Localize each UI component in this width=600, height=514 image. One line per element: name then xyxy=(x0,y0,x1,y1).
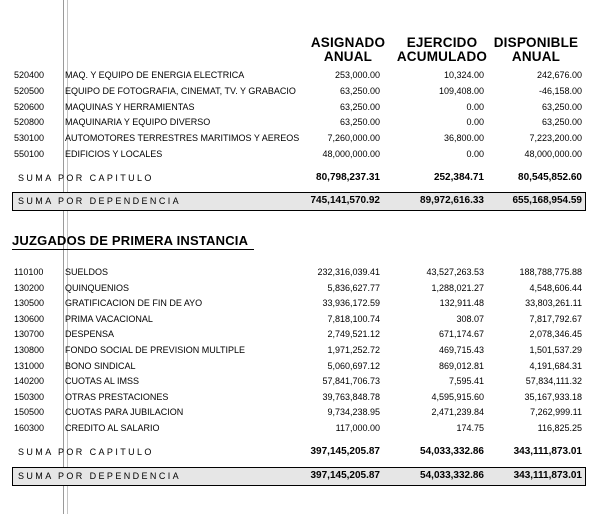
table-row xyxy=(0,147,600,161)
table-row xyxy=(0,390,600,404)
suma-capitulo-label: SUMA POR CAPITULO xyxy=(18,447,154,457)
ejercido-value: 869,012.81 xyxy=(438,360,484,371)
account-code: 130500 xyxy=(14,298,45,309)
disponible-value: 242,676.00 xyxy=(536,70,582,80)
disponible-value: 57,834,111.32 xyxy=(525,376,582,387)
suma-dependencia-asignado: 745,141,570.92 xyxy=(310,195,380,206)
section-title: JUZGADOS DE PRIMERA INSTANCIA xyxy=(12,233,249,248)
disponible-value: 4,548,606.44 xyxy=(529,282,582,293)
disponible-value: 4,191,684.31 xyxy=(529,360,582,371)
account-code: 110100 xyxy=(14,267,44,277)
table-row xyxy=(0,296,600,310)
account-description: BONO SINDICAL xyxy=(65,360,136,371)
asignado-value: 63,250.00 xyxy=(339,117,380,128)
account-description: CUOTAS PARA JUBILACION xyxy=(65,407,184,418)
table-row xyxy=(0,327,600,341)
account-description: DESPENSA xyxy=(65,329,115,340)
disponible-value: 33,803,261.11 xyxy=(525,298,582,309)
table-row xyxy=(0,131,600,145)
account-code: 150500 xyxy=(14,407,45,418)
disponible-value: 7,817,792.67 xyxy=(529,313,582,324)
ejercido-value: 43,527,263.53 xyxy=(426,267,484,277)
header-asignado-anual: ASIGNADO ANUAL xyxy=(310,35,386,64)
disponible-value: 188,788,775.88 xyxy=(519,267,582,277)
section-title-underline xyxy=(12,249,254,250)
account-code: 520800 xyxy=(14,117,45,128)
asignado-value: 33,936,172.59 xyxy=(322,298,380,309)
disponible-value: 7,223,200.00 xyxy=(529,133,582,144)
account-description: MAQ. Y EQUIPO DE ENERGIA ELECTRICA xyxy=(65,70,245,80)
table-row xyxy=(0,68,600,82)
account-code: 530100 xyxy=(14,133,45,144)
suma-dependencia-disponible: 343,111,873.01 xyxy=(513,470,582,481)
ejercido-value: 10,324.00 xyxy=(443,70,484,80)
asignado-value: 5,060,697.12 xyxy=(327,360,380,371)
suma-dependencia-row-1 xyxy=(0,193,600,209)
table-row xyxy=(0,115,600,129)
ejercido-value: 174.75 xyxy=(456,423,484,433)
disponible-value: 35,167,933.18 xyxy=(524,391,582,402)
table-row xyxy=(0,100,600,114)
disponible-value: 63,250.00 xyxy=(541,101,582,112)
suma-capitulo-label: SUMA POR CAPITULO xyxy=(18,173,154,183)
account-code: 130200 xyxy=(14,282,45,293)
asignado-value: 63,250.00 xyxy=(339,85,380,96)
account-code: 150300 xyxy=(14,391,45,402)
account-description: OTRAS PRESTACIONES xyxy=(65,391,169,402)
table-row xyxy=(0,405,600,419)
ejercido-value: 2,471,239.84 xyxy=(431,407,484,418)
disponible-value: 7,262,999.11 xyxy=(530,407,582,418)
asignado-value: 7,818,100.74 xyxy=(327,313,380,324)
suma-capitulo-ejercido: 252,384.71 xyxy=(433,172,484,183)
table-row xyxy=(0,343,600,357)
suma-dependencia-disponible: 655,168,954.59 xyxy=(512,195,582,206)
asignado-value: 39,763,848.78 xyxy=(322,391,380,402)
account-description: CUOTAS AL IMSS xyxy=(65,376,140,387)
table-row xyxy=(0,312,600,326)
suma-capitulo-row-1 xyxy=(0,170,600,186)
disponible-value: 1,501,537.29 xyxy=(529,345,582,355)
disponible-value: 2,078,346.45 xyxy=(529,329,582,340)
asignado-value: 232,316,039.41 xyxy=(317,267,380,277)
suma-dependencia-asignado: 397,145,205.87 xyxy=(310,470,380,481)
asignado-value: 9,734,238.95 xyxy=(327,407,380,418)
asignado-value: 48,000,000.00 xyxy=(322,149,380,159)
account-description: CREDITO AL SALARIO xyxy=(65,423,160,433)
account-code: 140200 xyxy=(14,376,45,387)
asignado-value: 253,000.00 xyxy=(334,70,380,80)
ejercido-value: 109,408.00 xyxy=(438,85,484,96)
account-description: GRATIFICACION DE FIN DE AYO xyxy=(65,298,203,309)
account-code: 520600 xyxy=(14,101,45,112)
ejercido-value: 36,800.00 xyxy=(443,133,484,144)
ejercido-value: 7,595.41 xyxy=(448,376,484,387)
header-ejercido-acumulado: EJERCIDO ACUMULADO xyxy=(396,35,488,64)
ejercido-value: 469,715.43 xyxy=(438,345,484,355)
disponible-value: -46,158.00 xyxy=(538,85,582,96)
disponible-value: 116,825.25 xyxy=(537,423,582,433)
account-code: 160300 xyxy=(14,423,45,433)
ejercido-value: 0.00 xyxy=(466,101,484,112)
account-description: MAQUINARIA Y EQUIPO DIVERSO xyxy=(65,117,211,128)
ejercido-value: 0.00 xyxy=(466,117,484,128)
suma-capitulo-disponible: 343,111,873.01 xyxy=(513,446,582,457)
header-disponible-anual: DISPONIBLE ANUAL xyxy=(493,35,579,64)
suma-dependencia-ejercido: 89,972,616.33 xyxy=(420,195,484,206)
suma-capitulo-asignado: 80,798,237.31 xyxy=(316,172,380,183)
suma-dependencia-ejercido: 54,033,332.86 xyxy=(420,470,484,481)
ejercido-value: 308.07 xyxy=(456,313,484,324)
disponible-value: 48,000,000.00 xyxy=(524,149,582,159)
suma-capitulo-asignado: 397,145,205.87 xyxy=(310,446,380,457)
ejercido-value: 671,174.67 xyxy=(438,329,484,340)
asignado-value: 63,250.00 xyxy=(339,101,380,112)
table-row xyxy=(0,359,600,373)
suma-dependencia-label: SUMA POR DEPENDENCIA xyxy=(18,471,182,481)
disponible-value: 63,250.00 xyxy=(541,117,582,128)
asignado-value: 1,971,252.72 xyxy=(327,345,380,355)
account-description: PRIMA VACACIONAL xyxy=(65,313,153,324)
table-row xyxy=(0,281,600,295)
table-row xyxy=(0,265,600,279)
suma-capitulo-disponible: 80,545,852.60 xyxy=(518,172,582,183)
account-code: 520400 xyxy=(14,70,45,80)
table-row xyxy=(0,374,600,388)
table-row xyxy=(0,84,600,98)
asignado-value: 57,841,706.73 xyxy=(322,376,380,387)
table-row xyxy=(0,421,600,435)
asignado-value: 2,749,521.12 xyxy=(327,329,380,340)
ejercido-value: 132,911.48 xyxy=(439,298,484,309)
ejercido-value: 4,595,915.60 xyxy=(431,391,484,402)
suma-dependencia-label: SUMA POR DEPENDENCIA xyxy=(18,196,182,206)
suma-capitulo-row-2 xyxy=(0,444,600,460)
ejercido-value: 0.00 xyxy=(466,149,484,159)
suma-capitulo-ejercido: 54,033,332.86 xyxy=(420,446,484,457)
account-description: AUTOMOTORES TERRESTRES MARITIMOS Y AEREOS xyxy=(65,133,300,144)
account-description: QUINQUENIOS xyxy=(65,282,130,293)
asignado-value: 7,260,000.00 xyxy=(327,133,380,144)
suma-dependencia-row-2 xyxy=(0,468,600,484)
account-code: 131000 xyxy=(14,360,45,371)
account-code: 130800 xyxy=(14,345,45,355)
account-description: FONDO SOCIAL DE PREVISION MULTIPLE xyxy=(65,345,246,355)
account-code: 130700 xyxy=(14,329,45,340)
ejercido-value: 1,288,021.27 xyxy=(431,282,484,293)
account-code: 550100 xyxy=(14,149,45,159)
account-description: EDIFICIOS Y LOCALES xyxy=(65,149,163,159)
account-description: MAQUINAS Y HERRAMIENTAS xyxy=(65,101,195,112)
asignado-value: 117,000.00 xyxy=(335,423,380,433)
account-code: 130600 xyxy=(14,313,45,324)
account-description: EQUIPO DE FOTOGRAFIA, CINEMAT, TV. Y GRABACIO xyxy=(65,85,296,96)
account-description: SUELDOS xyxy=(65,267,109,277)
asignado-value: 5,836,627.77 xyxy=(327,282,380,293)
account-code: 520500 xyxy=(14,85,45,96)
